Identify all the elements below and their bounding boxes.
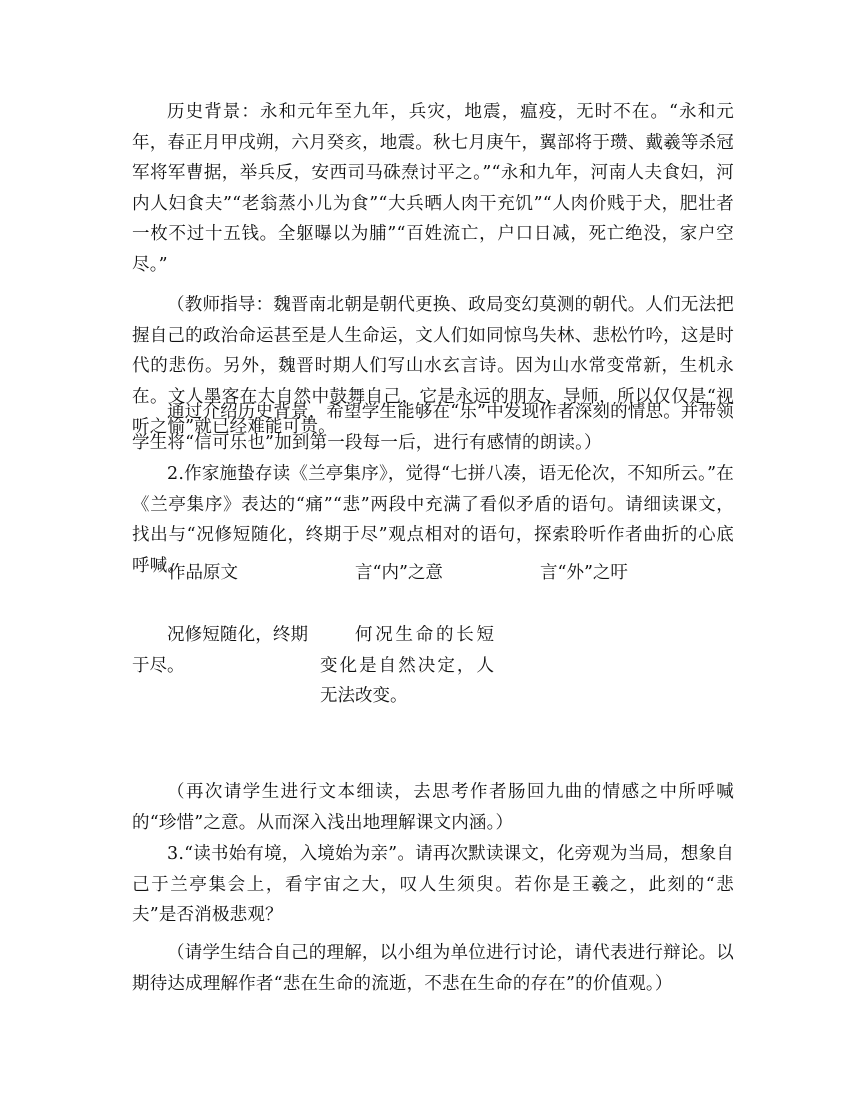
history-background-paragraph: 历史背景：永和元年至九年，兵灾，地震，瘟疫，无时不在。“永和元年，春正月甲戌朔，六月癸亥，地震。秋七月庚午，翼部将于瓒、戴羲等杀冠军将军曹据，举兵反，安西司马硃焘讨平之。”“永和九年，河南人夫食妇，河内人妇食夫”“老翁蒸小儿为食”“大兵晒人肉干充饥”“人肉价贱于犬，肥壮者一枚不过十五钱。全躯曝以为脯”“百姓流亡，户口日减，死亡绝没，家户空尽。” xyxy=(132,102,734,275)
teacher-guidance-paragraph: （教师指导：魏晋南北朝是朝代更换、政局变幻莫测的朝代。人们无法把握自己的政治命运甚至是人生命运，文人们如同惊鸟失林、悲松竹吟，这是时代的悲伤。另外，魏晋时期人们写山水玄言诗。因为山水常变常新，生机永在。文人墨客在大自然中鼓舞自己，它是永远的朋友、导师，所以仅仅是“视听之愉”就已经难能可贵。 xyxy=(132,295,734,437)
table-cell-inner-meaning: 何况生命的长短变化是自然决定，人无法改变。 xyxy=(320,625,494,706)
table-header-outer-call: 言“外”之吁 xyxy=(540,563,628,583)
reread-guidance-paragraph: （再次请学生进行文本细读，去思考作者肠回九曲的情感之中所呼喊的“珍惜”之意。从而深入浅出地理解课文内涵。） xyxy=(132,782,734,833)
table-cell-original-text: 况修短随化，终期于尽。 xyxy=(132,625,308,676)
background-purpose-paragraph: 通过介绍历史背景，希望学生能够在“乐”中发现作者深刻的情思。并带领学生将“信可乐也”加到第一段每一后，进行有感情的朗读。） xyxy=(132,402,734,453)
table-header-original-text: 作品原文 xyxy=(168,563,238,583)
discussion-guidance-paragraph: （请学生结合自己的理解，以小组为单位进行讨论，请代表进行辩论。以期待达成理解作者“悲在生命的流逝，不悲在生命的存在”的价值观。） xyxy=(132,943,734,994)
table-header-inner-meaning: 言“内”之意 xyxy=(355,563,443,583)
analysis-table xyxy=(132,558,734,728)
question-2-paragraph: 2.作家施蛰存读《兰亭集序》，觉得“七拼八凑，语无伦次，不知所云。”在《兰亭集序》表达的“痛”“悲”两段中充满了看似矛盾的语句。请细读课文，找出与“况修短随化，终期于尽”观点相对的语句，探索聆听作者曲折的心底呼喊。 xyxy=(132,464,734,576)
question-3-paragraph: 3.“读书始有境，入境始为亲”。请再次默读课文，化旁观为当局，想象自己于兰亭集会上，看宇宙之大，叹人生须臾。若你是王羲之，此刻的“悲夫”是否消极悲观？ xyxy=(132,844,734,925)
